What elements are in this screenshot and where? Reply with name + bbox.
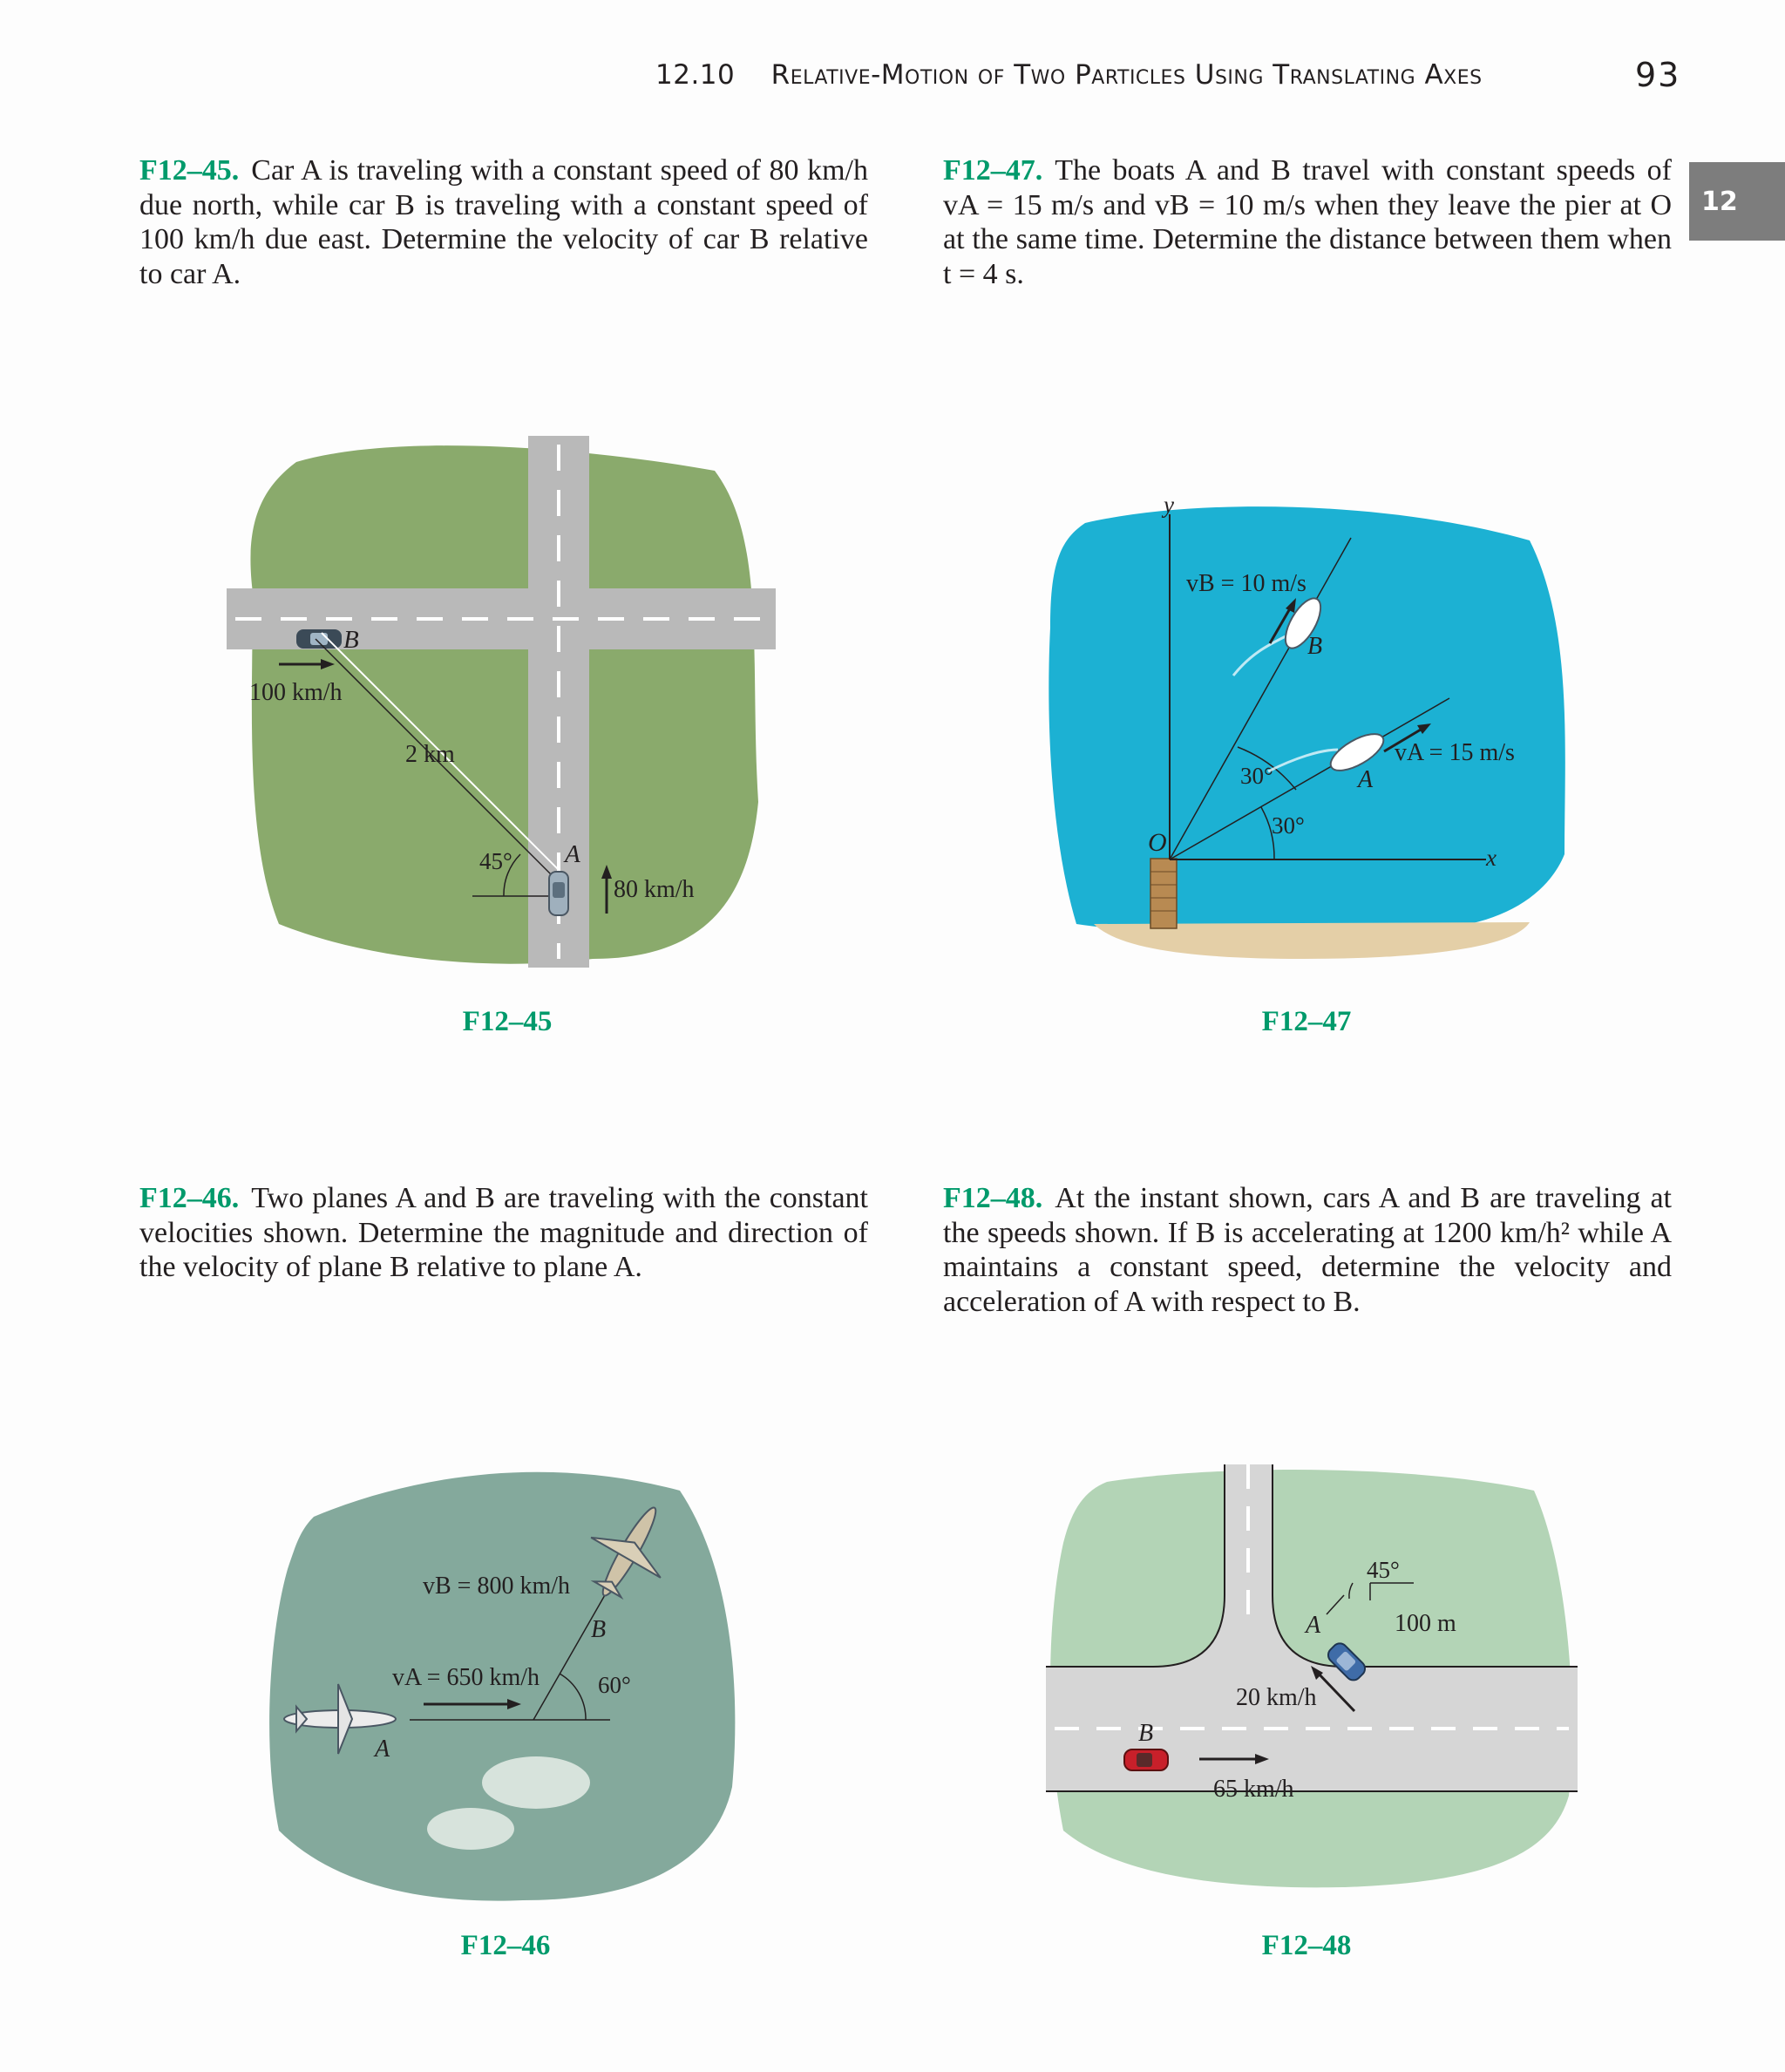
problem-id: F12–45. <box>139 154 240 187</box>
pier <box>1150 859 1177 928</box>
angle-label: 60° <box>598 1672 631 1698</box>
running-header <box>655 59 1483 91</box>
label-b: B <box>1307 633 1323 660</box>
car-a <box>549 872 568 915</box>
angle-label: 45° <box>479 848 512 874</box>
axis-y-label: y <box>1164 492 1174 518</box>
angle-label: 45° <box>1367 1557 1400 1583</box>
label-b: B <box>343 626 359 654</box>
angle-lower-label: 30° <box>1272 812 1305 839</box>
caption-f12-47: F12–47 <box>1261 1006 1352 1037</box>
chapter-tab[interactable]: 12 <box>1689 162 1785 241</box>
problem-f12-46 <box>139 1181 868 1285</box>
radius-label: 100 m <box>1395 1610 1456 1637</box>
figure-f12-47 <box>1042 488 1582 959</box>
problem-id: F12–46. <box>139 1182 240 1214</box>
cloud-1 <box>482 1756 590 1809</box>
problem-text: The boats A and B travel with constant speeds of vA = 15 m/s and vB = 10 m/s when they leave the pier at O at the same time. Determine the distance between them when t = 4 s. <box>943 154 1672 290</box>
problem-f12-45 <box>139 153 868 291</box>
label-a: A <box>375 1736 390 1763</box>
caption-f12-45: F12–45 <box>462 1006 553 1037</box>
label-a: A <box>565 840 580 868</box>
speed-a: vA = 650 km/h <box>392 1664 540 1691</box>
problem-f12-47 <box>943 153 1672 291</box>
cloud-2 <box>427 1808 514 1850</box>
problem-text: Car A is traveling with a constant speed of 80 km/h due north, while car B is traveling with a constant speed of 100 km/h due east. Determine the velocity of car B relative to car A. <box>139 154 868 290</box>
label-b: B <box>1138 1720 1154 1747</box>
section-title: Relative-Motion of Two Particles Using Translating Axes <box>770 59 1483 91</box>
section-number: 12.10 <box>655 59 736 91</box>
speed-b: vB = 800 km/h <box>423 1573 571 1600</box>
problem-text: At the instant shown, cars A and B are traveling at the speeds shown. If B is accelerating at 1200 km/h² while A maintains a constant speed, determine the velocity and acceleration of A with respect to B. <box>943 1182 1672 1318</box>
distance-label: 2 km <box>405 741 455 768</box>
speed-b: 100 km/h <box>249 679 343 706</box>
speed-b: vB = 10 m/s <box>1186 570 1307 597</box>
speed-b: 65 km/h <box>1213 1776 1294 1803</box>
figure-f12-45 <box>227 436 784 976</box>
figure-f12-46 <box>261 1456 750 1909</box>
problem-id: F12–48. <box>943 1182 1043 1214</box>
page-number: 93 <box>1635 56 1681 94</box>
problem-id: F12–47. <box>943 154 1043 187</box>
figure-f12-48 <box>1046 1464 1578 1892</box>
speed-a: vA = 15 m/s <box>1395 739 1515 766</box>
label-a: A <box>1358 766 1374 793</box>
caption-f12-48: F12–48 <box>1261 1930 1352 1961</box>
label-b: B <box>591 1616 607 1643</box>
problem-text: Two planes A and B are traveling with the constant velocities shown. Determine the magnitude and direction of the velocity of plane B relative to plane A. <box>139 1182 868 1283</box>
speed-a: 80 km/h <box>614 876 695 903</box>
caption-f12-46: F12–46 <box>460 1930 551 1961</box>
axis-x-label: x <box>1486 845 1497 871</box>
speed-a: 20 km/h <box>1236 1684 1317 1711</box>
label-a: A <box>1306 1612 1321 1639</box>
problem-f12-48 <box>943 1181 1672 1319</box>
car-b-roof <box>1137 1753 1152 1767</box>
angle-upper-label: 30° <box>1240 763 1273 789</box>
origin-label: O <box>1148 828 1167 857</box>
